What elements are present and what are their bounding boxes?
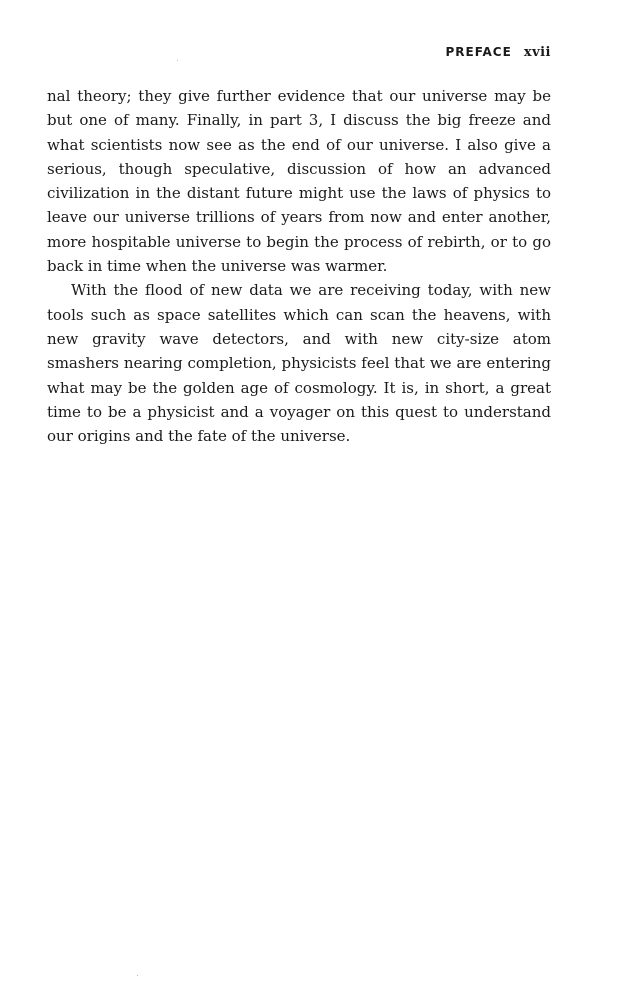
scan-speck [137,975,138,976]
body-text [47,84,551,448]
scan-speck [177,60,178,61]
section-title: PREFACE [445,45,512,59]
running-header [445,45,551,60]
paragraph: nal theory; they give further evidence that our universe may be but one of many. Finally, in part 3, I discuss the big freeze and what scientists now see as the end of our universe. I also give a serious, though speculative, discussion of how an advanced civilization in the distant future might use the laws of physics to leave our universe trillions of years from now and enter another, more hospitable universe to begin the process of rebirth, or to go back in time when the universe was warmer. [47,87,551,276]
paragraph: With the flood of new data we are receiving today, with new tools such as space satellites which can scan the heavens, with new gravity wave detectors, and with new city-size atom smashers nearing completion, physicists feel that we are entering what may be the golden age of cosmology. It is, in short, a great time to be a physicist and a voyager on this quest to understand our origins and the fate of the universe. [47,281,551,446]
page-number: xvii [523,45,551,60]
